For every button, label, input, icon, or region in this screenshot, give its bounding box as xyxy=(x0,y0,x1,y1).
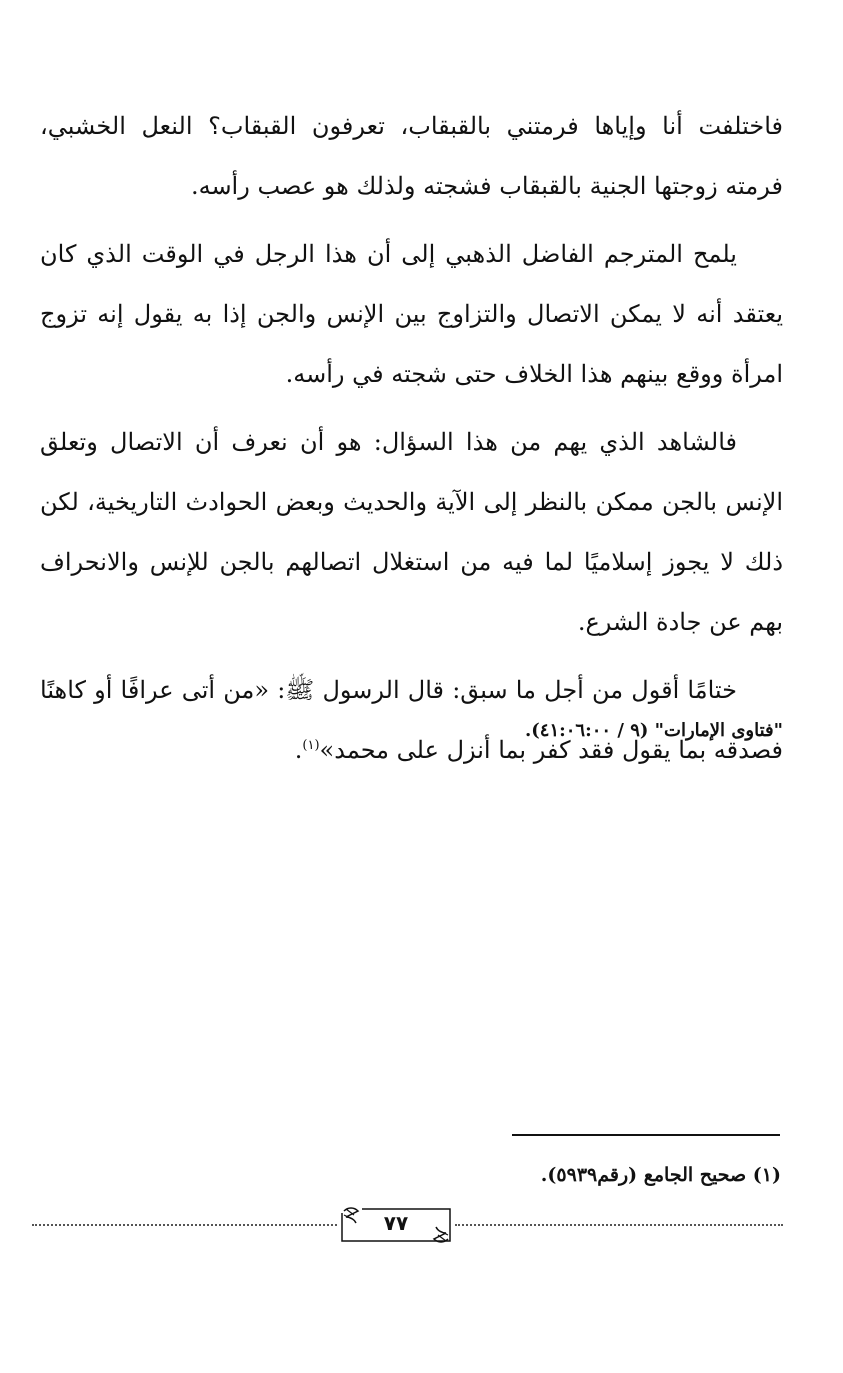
footer-dotted-line-left xyxy=(32,1224,337,1226)
source-note: "فتاوى الإمارات" (٩ / ٤١:٠٦:٠٠). xyxy=(524,720,783,741)
paragraph-3-text: فالشاهد الذي يهم من هذا السؤال: هو أن نعرف أن الاتصال وتعلق الإنس بالجن ممكن بالنظر إلى الآية والحديث وبعض الحوادث التاريخية، لكن ذلك لا يجوز إسلاميًا لما فيه من استغلال اتصالهم بالجن للإنس والانحراف بهم عن جادة الشرع. xyxy=(40,428,783,636)
paragraph-1 xyxy=(40,96,783,216)
footnote: (١) صحيح الجامع (رقم٥٩٣٩). xyxy=(540,1164,781,1186)
footnote-divider xyxy=(512,1134,780,1136)
footnote-reference: (١) xyxy=(302,738,320,753)
paragraph-1-text: فاختلفت أنا وإياها فرمتني بالقبقاب، تعرفون القبقاب؟ النعل الخشبي، فرمته زوجتها الجنية بالقبقاب فشجته ولذلك هو عصب رأسه. xyxy=(40,112,783,200)
paragraph-4-end: . xyxy=(294,736,303,764)
paragraph-2-text: يلمح المترجم الفاضل الذهبي إلى أن هذا الرجل في الوقت الذي كان يعتقد أنه لا يمكن الاتصال والتزاوج بين الإنس والجن إذا به يقول إنه تزوج امرأة ووقع بينهم هذا الخلاف حتى شجته في رأسه. xyxy=(40,240,783,388)
paragraph-3 xyxy=(40,412,783,652)
page-number: ٧٧ xyxy=(383,1211,409,1235)
main-text xyxy=(40,96,783,788)
footer-dotted-line-right xyxy=(455,1224,783,1226)
page-number-frame xyxy=(340,1207,452,1243)
paragraph-4-text: ختامًا أقول من أجل ما سبق: قال الرسول ﷺ: «من أتى عرافًا أو كاهنًا فصدقه بما يقول فقد كفر بما أنزل على محمد» xyxy=(40,676,783,764)
paragraph-2 xyxy=(40,224,783,404)
